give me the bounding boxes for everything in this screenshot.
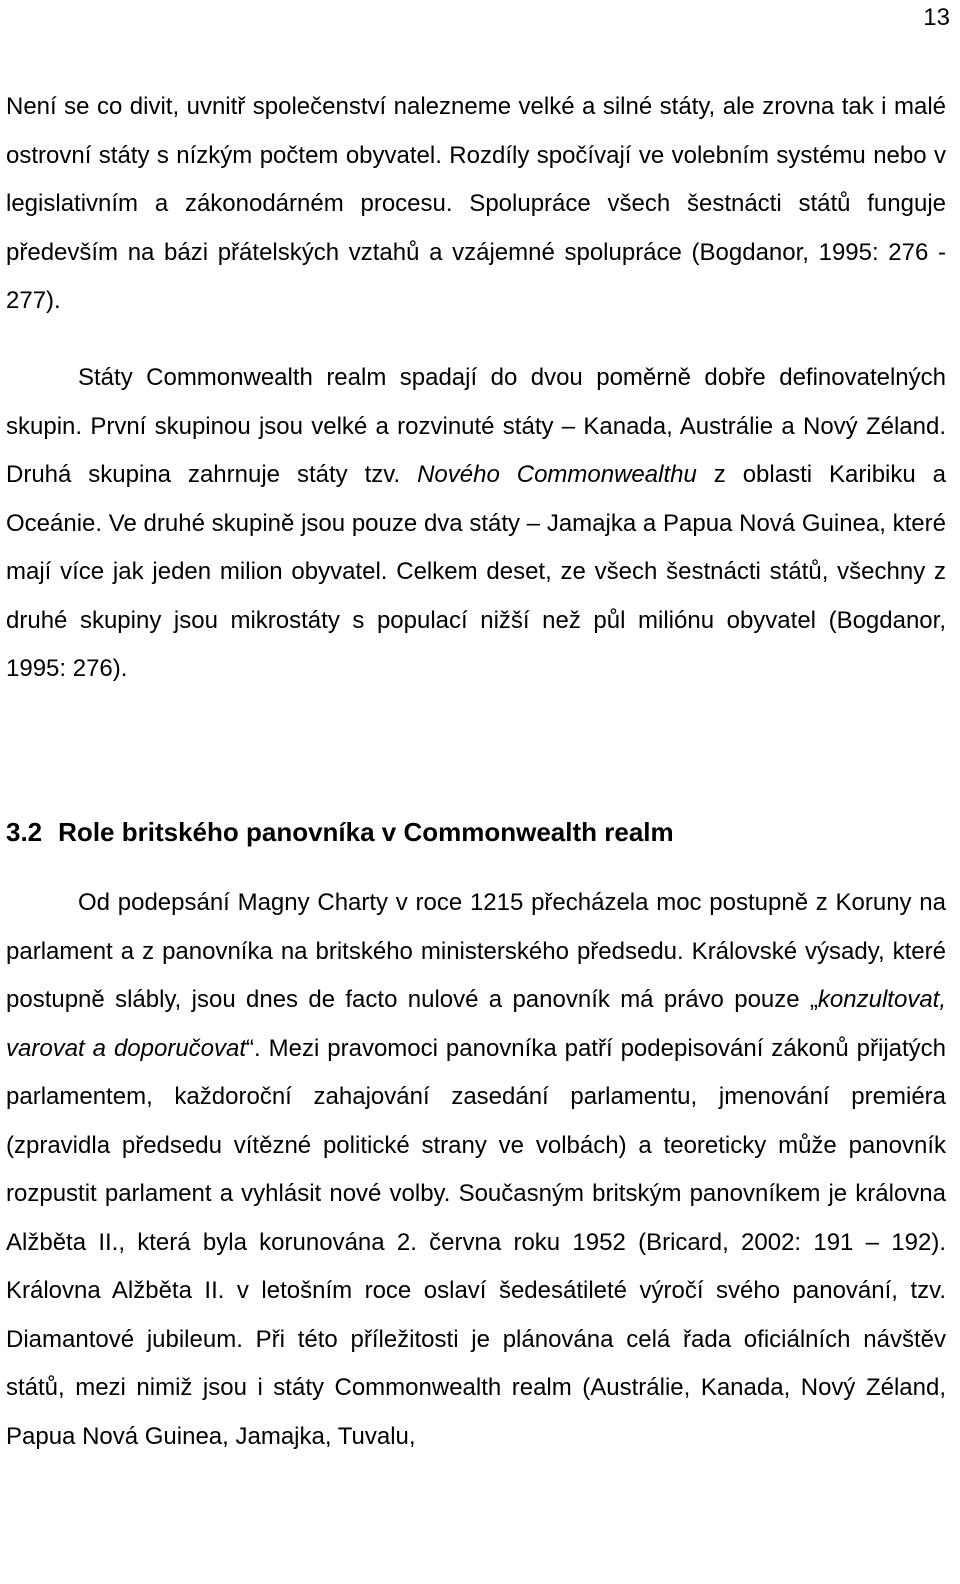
paragraph-1: Není se co divit, uvnitř společenství nalezneme velké a silné státy, ale zrovna tak i malé ostrovní státy s nízkým počtem obyvatel. Rozdíly spočívají ve volebním systému nebo v legislativním a zákonodárném procesu. Spolupráce všech šestnácti států funguje především na bázi přátelských vztahů a vzájemné spolupráce (Bogdanor, 1995: 276 - 277). xyxy=(6,93,946,314)
paragraph-3-italic: konzultovat, varovat a doporučovat xyxy=(6,986,946,1062)
paragraph-2 xyxy=(6,354,946,694)
page-number: 13 xyxy=(923,4,950,31)
paragraph-2-lead: Státy Commonwealth realm spadají do dvou poměrně dobře definovatelných skupin. První skupinou jsou velké a rozvinuté státy – Kanada, Austrálie a Nový Zéland. Druhá skupina zahrnuje státy tzv. xyxy=(6,364,946,488)
paragraph-3 xyxy=(6,879,946,1461)
section-number: 3.2 xyxy=(6,817,43,847)
paragraph-3-lead: Od podepsání Magny Charty v roce 1215 přecházela moc postupně z Koruny na parlament a z panovníka na britského ministerského předsedu. Královské výsady, které postupně slábly, jsou dnes de facto nulové a panovník má právo pouze „ xyxy=(6,889,946,1013)
paragraph-2-tail: z oblasti Karibiku a Oceánie. Ve druhé skupině jsou pouze dva státy – Jamajka a Papua Nová Guinea, které mají více jak jeden milion obyvatel. Celkem deset, ze všech šestnácti států, všechny z druhé skupiny jsou mikrostáty s populací nižší než půl miliónu obyvatel (Bogdanor, 1995: 276). xyxy=(6,461,946,682)
paragraph-3-tail: “. Mezi pravomoci panovníka patří podepisování zákonů přijatých parlamentem, každoroční zahajování zasedání parlamentu, jmenování premiéra (zpravidla předsedu vítězné politické strany ve volbách) a teoreticky může panovník rozpustit parlament a vyhlásit nové volby. Současným britským panovníkem je královna Alžběta II., která byla korunována 2. června roku 1952 (Bricard, 2002: 191 – 192). Královna Alžběta II. v letošním roce oslaví šedesátileté výročí svého panování, tzv. Diamantové jubileum. Při této příležitosti je plánována celá řada oficiálních návštěv států, mezi nimiž jsou i státy Commonwealth realm (Austrálie, Kanada, Nový Zéland, Papua Nová Guinea, Jamajka, Tuvalu, xyxy=(6,1034,947,1450)
paragraph-2-italic: Nového Commonwealthu xyxy=(417,461,697,488)
section-heading xyxy=(6,812,674,852)
section-title: Role britského panovníka v Commonwealth realm xyxy=(58,817,674,847)
